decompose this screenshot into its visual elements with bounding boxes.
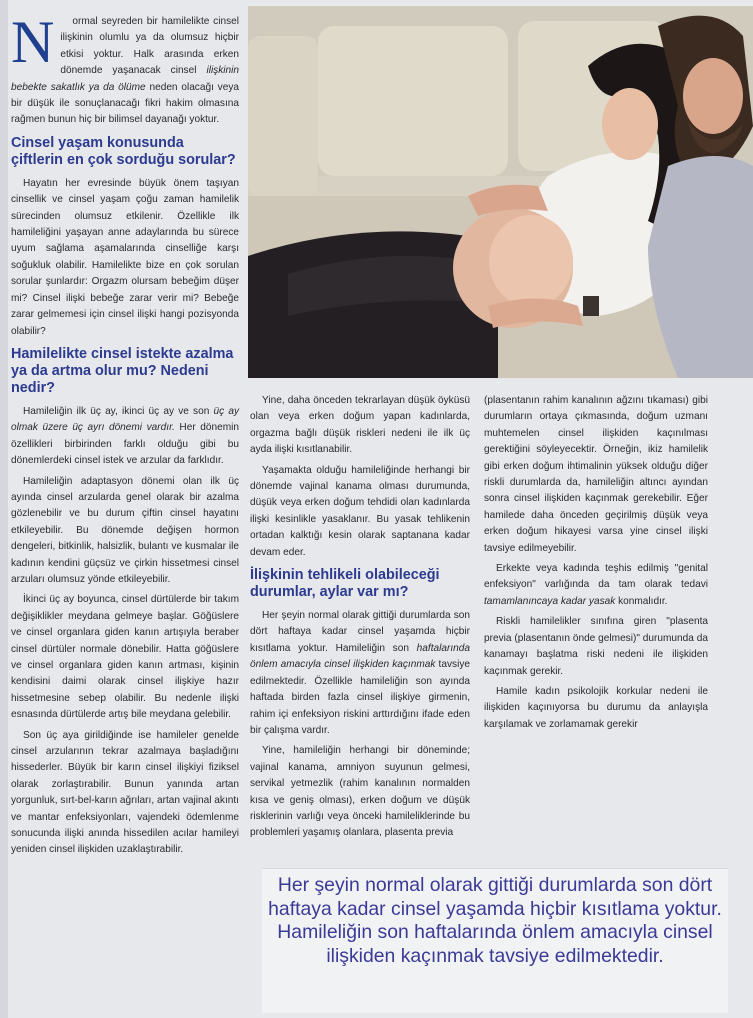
drop-cap: N: [11, 9, 55, 75]
article-column-1: [11, 9, 239, 863]
para-text-a: Erkekte veya kadında teşhis edilmiş "genital enfeksiyon" varlığında da tam olarak tedavi: [484, 563, 708, 591]
body-paragraph: Yine, hamileliğin herhangi bir döneminde; vajinal kanama, amniyon suyunun gelmesi, servikal yetmezlik (rahim kanalının normalden kısa ve geniş olması), erken doğum ve düşük risklerinin varlığı veya önceki hamileliklerinde bu problemleri yaşamış olanlara, plasenta previa: [250, 745, 470, 839]
section-heading-questions: Cinsel yaşam konusunda çiftlerin en çok sorduğu sorular?: [11, 134, 236, 168]
couple-photo: [248, 6, 753, 378]
para-text-b: konmalıdır.: [615, 595, 668, 607]
body-paragraph: Hayatın her evresinde büyük önem taşıyan cinsellik ve cinsel yaşam çoğu zaman hamilelik sürecinden olumsuz etkilenir. Özellikle ilk hamileliğini yaşayan anne adaylarında bu sürece uyum sağlama aşamalarında cinselliğe karşı soğukluk olabilir. Hamilelikte bize en çok sorulan sorular şunlardır: Orgazm olursam bebeğim düşer mi? Cinsel ilişki bebeğe zarar verir mi? Bebeğe zarar gelmemesi için cinsel ilişki hangi pozisyonda olabilir?: [11, 177, 239, 337]
para-text-a: Her şeyin normal olarak gittiği durumlarda son dört haftaya kadar cinsel yaşamda hiçbir kısıtlama yoktur. Hamileliğin son: [250, 610, 470, 654]
body-paragraph: [250, 608, 470, 739]
para-text-italic: üç ay olmak üzere üç ayrı dönemi vardır.: [11, 405, 239, 434]
body-paragraph: İkinci üç ay boyunca, cinsel dürtülerde bir takım değişiklikler meydana gelmeye başlar. Göğüslere ve cinsel organlara giden kanın artışıyla beraber cinsel dürtüler normale dönebilir. Hatta göğüslere ve cinsel organlara giden kanın artması, kişinin kendisini daimi olarak cinsel ilişkiye hazır hissetmesine sebep olabilir. Bu nedenle ilişki esnasında dürtülerde artış bile meydana gelebilir.: [11, 594, 239, 721]
couple-photo-illustration: [248, 6, 753, 378]
para-text-b: Her dönemin özellikleri birbirinden farklı olduğu gibi bu dönemlerdeki cinsel istek ve arzular da farklıdır.: [11, 422, 239, 467]
para-text-italic: haftalarında önlem amacıyla cinsel ilişkiden kaçınmak: [250, 642, 470, 671]
body-paragraph: [484, 561, 708, 610]
body-paragraph-continued: (plasentanın rahim kanalının ağzını tıkaması) gibi durumların ortaya çıkmasında, doğum uzmanı muhtemelen cinsel ilişkiden kaçınılması gerektiğini söyleyecektir. Örneğin, ikiz hamilelik gibi erken doğum ihtimalinin yüksek olduğu diğer riskli durumlarda da, hamileliğin altıncı ayından sonra cinsel ilişkiden kaçınmak gerekebilir. Eğer hamilede daha önceden geçirilmiş düşük veya erken doğum hikayesi varsa yine cinsel ilişki tavsiye edilmeyebilir.: [484, 395, 708, 554]
body-paragraph: Yine, daha önceden tekrarlayan düşük öyküsü olan veya erken doğum yapan kadınlarda, orgazma bağlı düşük riskleri nedeni ile ilk üç ayda ilişki kısıtlanabilir.: [250, 395, 470, 456]
para-text-a: Hamileliğin ilk üç ay, ikinci üç ay ve son: [23, 405, 214, 417]
para-text-b: tavsiye edilmektedir. Özellikle hamileliğin son ayında haftada birden fazla cinsel ilişkiye girmenin, rahim içi enfeksiyon riskini arttırdığını ifade eden bir çalışma vardır.: [250, 659, 470, 736]
body-paragraph: [11, 404, 239, 470]
body-paragraph: Son üç aya girildiğinde ise hamileler genelde cinsel arzularının tekrar azalmaya başladığını hissederler. Büyük bir karın cinsel ilişkiyi fiziksel olarak zorlaştırabilir. Bunun yanında artan yorgunluk, sırt-bel-karın ağrıları, artan vajinal akıntı ve mantar enfeksiyonları, vajendeki ödemlenme sonucunda ilişki anında hissedilen acılar hamileyi yeniden cinsel ilişkiden uzaklaştırabilir.: [11, 729, 239, 856]
lead-text-a: ormal seyreden bir hamilelikte cinsel ilişkinin olumlu ya da olumsuz hiçbir etkisi yoktur. Halk arasında erken dönemde yaşanacak cinsel: [60, 16, 239, 77]
body-paragraph: Riskli hamilelikler sınıfına giren "plasenta previa (plasentanın önde gelmesi)" durumunda da kanamayı başlatma riski nedeni ile ilişkiden kaçınmak gerekir.: [484, 616, 708, 677]
lead-text-italic: ilişkinin bebekte sakatlık ya da ölüme: [11, 65, 239, 93]
lead-text-b: neden olacağı veya bir düşük ile sonuçlanacağı fikri hakim olmasına rağmen bunun hiç bir bilimsel dayanağı yoktur.: [11, 81, 239, 126]
page-edge-shadow: [0, 0, 8, 1018]
body-paragraph: Hamile kadın psikolojik korkular nedeni ile ilişkiden kaçınıyorsa bu durumu da anlayışla karşılamak ve zorlamamak gerekir: [484, 685, 708, 730]
article-column-3: [484, 393, 708, 737]
article-column-2: [250, 393, 470, 846]
pull-quote-text: Her şeyin normal olarak gittiği durumlarda son dört haftaya kadar cinsel yaşamda hiçbir kısıtlama yoktur. Hamileliğin son haftalarında önlem amacıyla cinsel ilişkiden kaçınmak tavsiye edilmektedir.: [268, 874, 722, 967]
section-heading-desire: Hamilelikte cinsel istekte azalma ya da artma olur mu? Nedeni nedir?: [11, 345, 234, 396]
pull-quote: [262, 868, 728, 1013]
para-text-italic: tamamlanıncaya kadar yasak: [484, 595, 616, 607]
body-paragraph: Hamileliğin adaptasyon dönemi olan ilk üç ayında cinsel arzularda genel olarak bir azalma gözlenebilir ve bu durum çiftin cinsel hayatını etkileyebilir. Bu dönemde değişen hormon dengeleri, bitkinlik, halsizlik, bulantı ve kusmalar ile kadının kendini güçsüz ve çirkin hissetmesi cinsel arzuları olumsuz yönde etkileyebilir.: [11, 475, 239, 585]
body-paragraph: Yaşamakta olduğu hamileliğinde herhangi bir dönemde vajinal kanama olması durumunda, düşük veya erken doğum tehdidi olan kadınlarda ilişki kesinlikle yasaklanır. Bu yasak tehlikenin ortadan kalktığı kesin olarak saptanana kadar devam eder.: [250, 464, 470, 558]
section-heading-risk: İlişkinin tehlikeli olabileceği durumlar, aylar var mı?: [250, 567, 440, 601]
